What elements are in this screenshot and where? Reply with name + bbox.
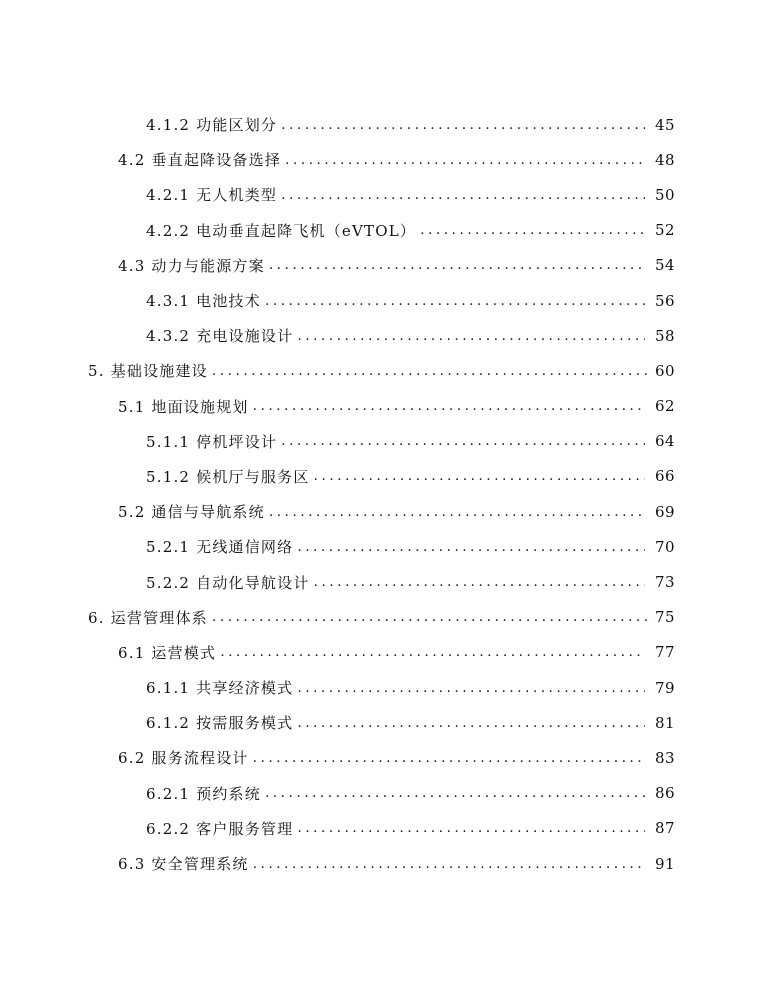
toc-dot-leader bbox=[314, 574, 645, 590]
toc-entry[interactable] bbox=[0, 670, 765, 705]
toc-page-number: 62 bbox=[655, 397, 676, 416]
toc-dot-leader bbox=[281, 117, 645, 133]
toc-entry-title: 6.3 安全管理系统 bbox=[118, 855, 249, 874]
toc-entry[interactable] bbox=[0, 318, 765, 353]
toc-dot-leader bbox=[220, 644, 645, 660]
toc-dot-leader bbox=[212, 363, 653, 379]
toc-dot-leader bbox=[314, 468, 645, 484]
toc-entry-title: 5.2.2 自动化导航设计 bbox=[146, 573, 310, 592]
toc-dot-leader bbox=[297, 715, 645, 731]
toc-entry-title: 4.3.1 电池技术 bbox=[146, 292, 261, 311]
toc-page-number: 52 bbox=[655, 221, 676, 240]
toc-dot-leader bbox=[281, 433, 645, 449]
toc-entry[interactable] bbox=[0, 107, 765, 142]
toc-entry[interactable] bbox=[0, 353, 765, 388]
toc-page-number: 83 bbox=[655, 748, 676, 767]
toc-dot-leader bbox=[297, 680, 645, 696]
toc-page-number: 60 bbox=[655, 361, 676, 380]
toc-entry-title: 5. 基础设施建设 bbox=[88, 362, 208, 381]
toc-dot-leader bbox=[265, 293, 645, 309]
toc-entry-title: 5.2.1 无线通信网络 bbox=[146, 538, 294, 557]
toc-page-number: 70 bbox=[655, 537, 676, 556]
toc-entry-title: 6.1.2 按需服务模式 bbox=[146, 714, 294, 733]
toc-dot-leader bbox=[297, 820, 645, 836]
toc-entry-title: 4.2.2 电动垂直起降飞机（eVTOL） bbox=[146, 221, 417, 240]
toc-entry[interactable] bbox=[0, 846, 765, 881]
toc-dot-leader bbox=[297, 328, 645, 344]
toc-entry[interactable] bbox=[0, 811, 765, 846]
toc-entry-title: 5.1 地面设施规划 bbox=[118, 397, 249, 416]
toc-entry-title: 6.1 运营模式 bbox=[118, 643, 217, 662]
toc-entry[interactable] bbox=[0, 213, 765, 248]
toc-page-number: 69 bbox=[655, 502, 676, 521]
toc-entry-title: 5.2 通信与导航系统 bbox=[118, 503, 265, 522]
toc-dot-leader bbox=[253, 750, 645, 766]
toc-entry[interactable] bbox=[0, 248, 765, 283]
toc-page-number: 81 bbox=[655, 713, 676, 732]
toc-dot-leader bbox=[297, 539, 645, 555]
toc-page-number: 54 bbox=[655, 256, 676, 275]
table-of-contents bbox=[0, 107, 765, 881]
toc-entry-title: 6.2.1 预约系统 bbox=[146, 784, 261, 803]
toc-entry-title: 4.1.2 功能区划分 bbox=[146, 116, 278, 135]
toc-entry-title: 5.1.2 候机厅与服务区 bbox=[146, 467, 310, 486]
toc-entry[interactable] bbox=[0, 776, 765, 811]
toc-entry[interactable] bbox=[0, 177, 765, 212]
toc-entry[interactable] bbox=[0, 424, 765, 459]
toc-dot-leader bbox=[269, 504, 645, 520]
toc-entry[interactable] bbox=[0, 459, 765, 494]
toc-entry-title: 5.1.1 停机坪设计 bbox=[146, 432, 278, 451]
toc-page-number: 73 bbox=[655, 573, 676, 592]
toc-entry[interactable] bbox=[0, 600, 765, 635]
toc-dot-leader bbox=[269, 257, 645, 273]
toc-page-number: 66 bbox=[655, 467, 676, 486]
toc-page-number: 91 bbox=[655, 854, 676, 873]
toc-entry[interactable] bbox=[0, 494, 765, 529]
toc-dot-leader bbox=[212, 609, 653, 625]
toc-dot-leader bbox=[281, 187, 645, 203]
toc-page-number: 45 bbox=[655, 115, 676, 134]
toc-dot-leader bbox=[265, 785, 645, 801]
toc-entry[interactable] bbox=[0, 564, 765, 599]
toc-page-number: 79 bbox=[655, 678, 676, 697]
toc-entry[interactable] bbox=[0, 740, 765, 775]
toc-page-number: 64 bbox=[655, 432, 676, 451]
toc-page-number: 77 bbox=[655, 643, 676, 662]
toc-dot-leader bbox=[420, 222, 645, 238]
toc-entry[interactable] bbox=[0, 389, 765, 424]
toc-entry-title: 6.2 服务流程设计 bbox=[118, 749, 249, 768]
toc-entry-title: 4.2 垂直起降设备选择 bbox=[118, 151, 282, 170]
toc-entry-title: 6. 运营管理体系 bbox=[88, 608, 208, 627]
toc-entry-title: 4.3.2 充电设施设计 bbox=[146, 327, 294, 346]
toc-entry-title: 4.2.1 无人机类型 bbox=[146, 186, 278, 205]
toc-entry-title: 6.1.1 共享经济模式 bbox=[146, 679, 294, 698]
toc-entry[interactable] bbox=[0, 142, 765, 177]
toc-entry[interactable] bbox=[0, 529, 765, 564]
toc-page-number: 48 bbox=[655, 150, 676, 169]
toc-page-number: 75 bbox=[655, 608, 676, 627]
toc-entry[interactable] bbox=[0, 283, 765, 318]
toc-entry-title: 6.2.2 客户服务管理 bbox=[146, 819, 294, 838]
toc-entry-title: 4.3 动力与能源方案 bbox=[118, 256, 265, 275]
toc-dot-leader bbox=[253, 856, 645, 872]
toc-entry[interactable] bbox=[0, 635, 765, 670]
toc-page-number: 58 bbox=[655, 326, 676, 345]
toc-entry[interactable] bbox=[0, 705, 765, 740]
toc-dot-leader bbox=[253, 398, 645, 414]
toc-page-number: 87 bbox=[655, 819, 676, 838]
toc-page-number: 56 bbox=[655, 291, 676, 310]
toc-dot-leader bbox=[285, 152, 645, 168]
toc-page-number: 86 bbox=[655, 784, 676, 803]
toc-page-number: 50 bbox=[655, 185, 676, 204]
